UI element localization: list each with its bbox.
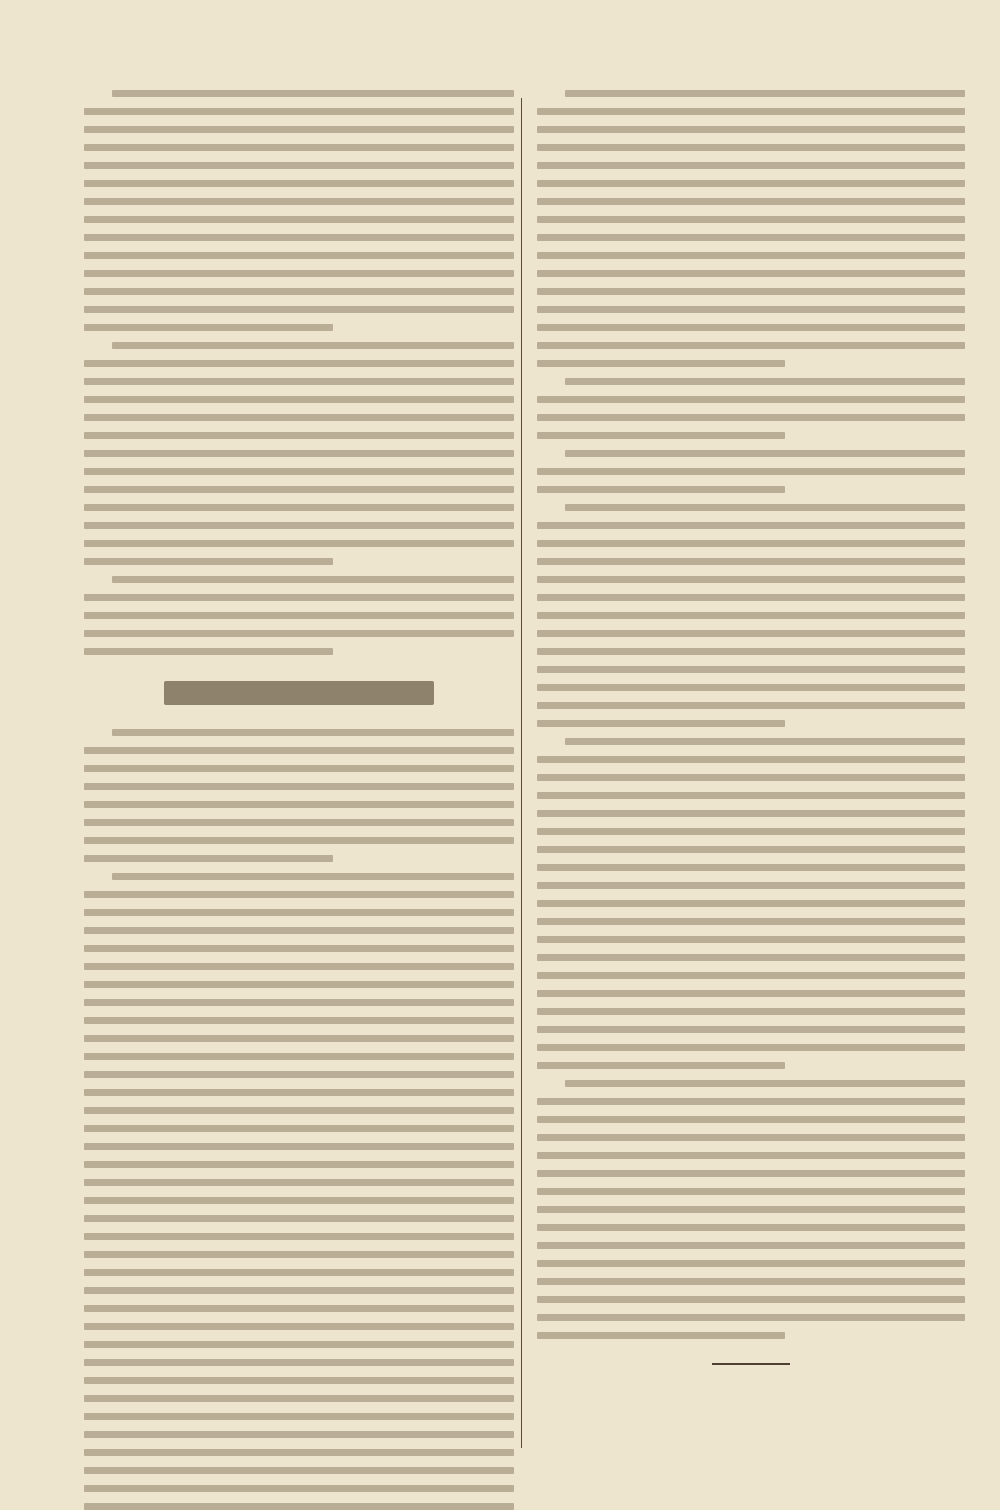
text-line-placeholder bbox=[112, 873, 514, 880]
text-line-placeholder bbox=[84, 1305, 514, 1312]
text-line-placeholder bbox=[84, 414, 514, 421]
text-line-placeholder bbox=[84, 855, 333, 862]
text-paragraph-left-2 bbox=[84, 342, 514, 565]
text-line-placeholder bbox=[84, 450, 514, 457]
text-line-placeholder bbox=[84, 108, 514, 115]
text-line-placeholder bbox=[84, 1395, 514, 1402]
text-line-placeholder bbox=[84, 594, 514, 601]
text-line-placeholder bbox=[537, 342, 965, 349]
text-line-placeholder bbox=[84, 1431, 514, 1438]
text-line-placeholder bbox=[84, 963, 514, 970]
text-line-placeholder bbox=[84, 252, 514, 259]
text-line-placeholder bbox=[537, 936, 965, 943]
text-paragraph-right-3 bbox=[537, 450, 965, 493]
text-line-placeholder bbox=[537, 918, 965, 925]
text-paragraph-right-5 bbox=[537, 738, 965, 1069]
right-column bbox=[537, 90, 965, 1365]
text-line-placeholder bbox=[537, 954, 965, 961]
text-line-placeholder bbox=[537, 396, 965, 403]
text-line-placeholder bbox=[84, 1359, 514, 1366]
text-line-placeholder bbox=[84, 1467, 514, 1474]
text-paragraph-left-3 bbox=[84, 576, 514, 655]
end-rule bbox=[712, 1363, 790, 1365]
text-line-placeholder bbox=[537, 576, 965, 583]
text-line-placeholder bbox=[537, 720, 785, 727]
text-line-placeholder bbox=[537, 702, 965, 709]
text-line-placeholder bbox=[537, 432, 785, 439]
text-paragraph-right-4 bbox=[537, 504, 965, 727]
text-line-placeholder bbox=[537, 792, 965, 799]
text-line-placeholder bbox=[537, 1062, 785, 1069]
text-line-placeholder bbox=[84, 819, 514, 826]
text-line-placeholder bbox=[565, 90, 965, 97]
text-line-placeholder bbox=[84, 216, 514, 223]
text-line-placeholder bbox=[537, 810, 965, 817]
text-line-placeholder bbox=[84, 612, 514, 619]
text-line-placeholder bbox=[537, 180, 965, 187]
text-paragraph-left-after-heading-1 bbox=[84, 729, 514, 862]
text-line-placeholder bbox=[537, 540, 965, 547]
text-line-placeholder bbox=[537, 1314, 965, 1321]
text-line-placeholder bbox=[84, 234, 514, 241]
text-line-placeholder bbox=[537, 684, 965, 691]
text-line-placeholder bbox=[537, 234, 965, 241]
text-line-placeholder bbox=[84, 648, 333, 655]
text-line-placeholder bbox=[84, 981, 514, 988]
text-line-placeholder bbox=[537, 1008, 965, 1015]
column-divider bbox=[521, 98, 522, 1448]
text-line-placeholder bbox=[84, 288, 514, 295]
text-line-placeholder bbox=[84, 306, 514, 313]
text-line-placeholder bbox=[537, 486, 785, 493]
text-line-placeholder bbox=[84, 999, 514, 1006]
text-line-placeholder bbox=[84, 198, 514, 205]
text-line-placeholder bbox=[84, 927, 514, 934]
text-line-placeholder bbox=[537, 270, 965, 277]
text-line-placeholder bbox=[537, 972, 965, 979]
text-line-placeholder bbox=[84, 126, 514, 133]
text-line-placeholder bbox=[84, 1179, 514, 1186]
text-line-placeholder bbox=[537, 1206, 965, 1213]
text-line-placeholder bbox=[84, 783, 514, 790]
text-line-placeholder bbox=[84, 1107, 514, 1114]
text-line-placeholder bbox=[84, 378, 514, 385]
text-line-placeholder bbox=[537, 1260, 965, 1267]
text-line-placeholder bbox=[537, 288, 965, 295]
left-column bbox=[84, 90, 514, 1510]
text-line-placeholder bbox=[84, 1197, 514, 1204]
text-line-placeholder bbox=[537, 306, 965, 313]
text-line-placeholder bbox=[84, 630, 514, 637]
text-line-placeholder bbox=[84, 1053, 514, 1060]
text-line-placeholder bbox=[84, 522, 514, 529]
text-line-placeholder bbox=[84, 801, 514, 808]
text-line-placeholder bbox=[84, 1485, 514, 1492]
text-line-placeholder bbox=[84, 396, 514, 403]
text-line-placeholder bbox=[537, 756, 965, 763]
text-line-placeholder bbox=[84, 1269, 514, 1276]
text-line-placeholder bbox=[84, 1161, 514, 1168]
text-line-placeholder bbox=[537, 612, 965, 619]
text-paragraph-left-after-heading-2 bbox=[84, 873, 514, 1510]
text-line-placeholder bbox=[537, 360, 785, 367]
text-line-placeholder bbox=[84, 558, 333, 565]
text-line-placeholder bbox=[84, 837, 514, 844]
text-line-placeholder bbox=[84, 1125, 514, 1132]
text-line-placeholder bbox=[84, 765, 514, 772]
text-line-placeholder bbox=[537, 126, 965, 133]
text-line-placeholder bbox=[84, 1449, 514, 1456]
text-line-placeholder bbox=[537, 828, 965, 835]
text-paragraph-right-2 bbox=[537, 378, 965, 439]
text-line-placeholder bbox=[84, 945, 514, 952]
text-line-placeholder bbox=[84, 1017, 514, 1024]
text-line-placeholder bbox=[84, 1233, 514, 1240]
text-line-placeholder bbox=[84, 909, 514, 916]
text-line-placeholder bbox=[84, 1071, 514, 1078]
text-line-placeholder bbox=[537, 1224, 965, 1231]
text-line-placeholder bbox=[84, 1089, 514, 1096]
text-line-placeholder bbox=[537, 216, 965, 223]
text-line-placeholder bbox=[565, 504, 965, 511]
text-line-placeholder bbox=[84, 468, 514, 475]
text-line-placeholder bbox=[565, 1080, 965, 1087]
text-line-placeholder bbox=[537, 648, 965, 655]
text-line-placeholder bbox=[537, 144, 965, 151]
text-line-placeholder bbox=[84, 486, 514, 493]
text-line-placeholder bbox=[537, 108, 965, 115]
text-line-placeholder bbox=[537, 1296, 965, 1303]
text-line-placeholder bbox=[537, 1134, 965, 1141]
text-line-placeholder bbox=[84, 1287, 514, 1294]
text-line-placeholder bbox=[84, 1251, 514, 1258]
text-line-placeholder bbox=[537, 666, 965, 673]
text-line-placeholder bbox=[537, 1152, 965, 1159]
text-line-placeholder bbox=[565, 450, 965, 457]
text-line-placeholder bbox=[84, 1503, 514, 1510]
text-line-placeholder bbox=[537, 864, 965, 871]
text-line-placeholder bbox=[537, 882, 965, 889]
text-line-placeholder bbox=[84, 180, 514, 187]
text-line-placeholder bbox=[537, 468, 965, 475]
text-line-placeholder bbox=[537, 1242, 965, 1249]
text-line-placeholder bbox=[537, 846, 965, 853]
section-heading-placeholder bbox=[164, 681, 434, 705]
text-line-placeholder bbox=[84, 1323, 514, 1330]
text-line-placeholder bbox=[84, 144, 514, 151]
text-line-placeholder bbox=[84, 1377, 514, 1384]
text-line-placeholder bbox=[84, 324, 333, 331]
text-line-placeholder bbox=[537, 1188, 965, 1195]
text-line-placeholder bbox=[84, 1413, 514, 1420]
text-line-placeholder bbox=[537, 900, 965, 907]
text-line-placeholder bbox=[537, 1026, 965, 1033]
text-line-placeholder bbox=[84, 360, 514, 367]
text-line-placeholder bbox=[84, 1143, 514, 1150]
text-line-placeholder bbox=[537, 1170, 965, 1177]
text-line-placeholder bbox=[537, 558, 965, 565]
text-line-placeholder bbox=[537, 990, 965, 997]
text-line-placeholder bbox=[537, 594, 965, 601]
text-line-placeholder bbox=[565, 738, 965, 745]
text-line-placeholder bbox=[537, 774, 965, 781]
text-paragraph-right-1 bbox=[537, 90, 965, 367]
text-line-placeholder bbox=[84, 891, 514, 898]
text-line-placeholder bbox=[565, 378, 965, 385]
text-line-placeholder bbox=[84, 1035, 514, 1042]
text-line-placeholder bbox=[537, 1278, 965, 1285]
text-line-placeholder bbox=[537, 162, 965, 169]
text-line-placeholder bbox=[84, 432, 514, 439]
text-paragraph-left-1 bbox=[84, 90, 514, 331]
text-line-placeholder bbox=[537, 522, 965, 529]
text-line-placeholder bbox=[537, 198, 965, 205]
text-line-placeholder bbox=[84, 162, 514, 169]
text-line-placeholder bbox=[84, 504, 514, 511]
text-line-placeholder bbox=[537, 1044, 965, 1051]
text-line-placeholder bbox=[537, 630, 965, 637]
text-line-placeholder bbox=[84, 747, 514, 754]
text-paragraph-right-6 bbox=[537, 1080, 965, 1339]
text-line-placeholder bbox=[112, 90, 514, 97]
text-line-placeholder bbox=[537, 324, 965, 331]
text-line-placeholder bbox=[537, 1332, 785, 1339]
text-line-placeholder bbox=[537, 414, 965, 421]
text-line-placeholder bbox=[84, 1215, 514, 1222]
text-line-placeholder bbox=[112, 576, 514, 583]
text-line-placeholder bbox=[84, 1341, 514, 1348]
text-line-placeholder bbox=[112, 342, 514, 349]
text-line-placeholder bbox=[537, 1098, 965, 1105]
text-line-placeholder bbox=[537, 1116, 965, 1123]
text-line-placeholder bbox=[84, 270, 514, 277]
text-line-placeholder bbox=[112, 729, 514, 736]
text-line-placeholder bbox=[84, 540, 514, 547]
text-line-placeholder bbox=[537, 252, 965, 259]
